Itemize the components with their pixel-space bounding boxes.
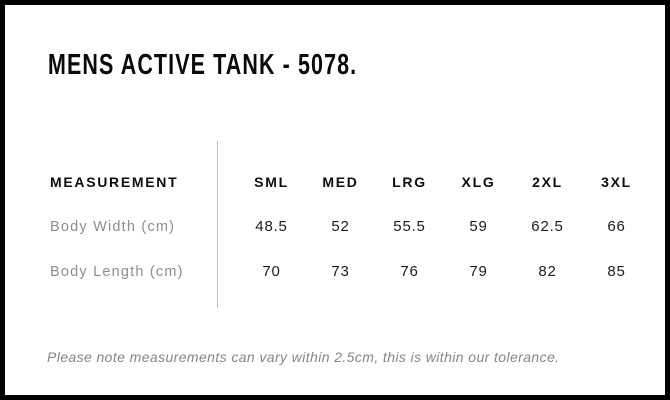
measurement-value: 55.5 xyxy=(393,218,426,235)
measurement-value: 59 xyxy=(469,218,488,235)
product-title xyxy=(48,50,466,82)
measurement-value: 52 xyxy=(331,218,350,235)
size-column-header-lrg: LRG xyxy=(392,173,427,190)
measurement-value: 62.5 xyxy=(531,218,564,235)
tolerance-note: Please note measurements can vary within 2.5cm, this is within our tolerance. xyxy=(47,349,560,365)
size-column-header-xlg: XLG xyxy=(461,173,496,190)
measurement-value: 79 xyxy=(469,263,488,280)
measurement-value: 66 xyxy=(607,218,626,235)
table-row-body-width xyxy=(50,204,651,249)
row-label: Body Width (cm) xyxy=(50,218,176,235)
table-row-body-length xyxy=(50,249,651,294)
product-title-text: MENS ACTIVE TANK - 5078. xyxy=(48,49,358,81)
table-header-row xyxy=(50,159,651,204)
size-column-header-med: MED xyxy=(322,173,359,190)
measurement-value: 85 xyxy=(607,263,626,280)
measurement-value: 48.5 xyxy=(255,218,288,235)
measurements-table xyxy=(50,159,651,294)
measurement-value: 70 xyxy=(262,263,281,280)
size-column-header-3xl: 3XL xyxy=(601,173,632,190)
measurement-value: 73 xyxy=(331,263,350,280)
measurement-value: 76 xyxy=(400,263,419,280)
measurement-column-header: MEASUREMENT xyxy=(50,173,179,190)
size-column-header-sml: SML xyxy=(254,173,289,190)
size-column-header-2xl: 2XL xyxy=(532,173,563,190)
measurement-value: 82 xyxy=(538,263,557,280)
row-label: Body Length (cm) xyxy=(50,263,184,280)
